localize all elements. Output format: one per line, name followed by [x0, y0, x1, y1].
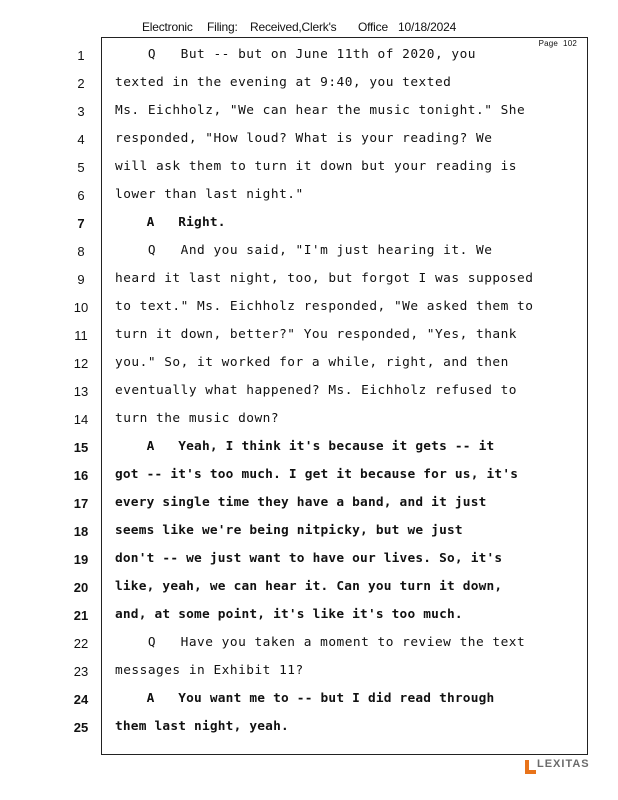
- line-text: Q And you said, "I'm just hearing it. We: [115, 243, 493, 258]
- lexitas-logo-icon: [524, 759, 538, 775]
- transcript-line: [0, 460, 618, 488]
- transcript-line: [0, 292, 618, 320]
- line-number: 25: [73, 720, 89, 735]
- line-text: A You want me to -- but I did read through: [115, 691, 495, 706]
- header-filing: Filing:: [207, 20, 238, 34]
- line-number: 21: [73, 608, 89, 623]
- lexitas-logo: [524, 758, 590, 776]
- header-received: Received,Clerk's: [250, 20, 337, 34]
- line-text: don't -- we just want to have our lives. So, it's: [115, 551, 503, 566]
- line-text: turn it down, better?" You responded, "Yes, thank: [115, 327, 518, 342]
- transcript-line: [0, 124, 618, 152]
- transcript-line: [0, 684, 618, 712]
- transcript-line: [0, 96, 618, 124]
- transcript-line: [0, 432, 618, 460]
- transcript-line: [0, 236, 618, 264]
- line-number: 23: [73, 664, 89, 679]
- line-text: will ask them to turn it down but your reading is: [115, 159, 518, 174]
- line-text: seems like we're being nitpicky, but we just: [115, 523, 463, 538]
- line-number: 20: [73, 580, 89, 595]
- line-text: Q Have you taken a moment to review the text: [115, 635, 526, 650]
- filing-header: [0, 20, 618, 36]
- line-number: 7: [77, 216, 85, 231]
- line-number: 1: [77, 48, 85, 63]
- transcript-line: [0, 348, 618, 376]
- line-text: heard it last night, too, but forgot I was supposed: [115, 271, 534, 286]
- line-text: Q But -- but on June 11th of 2020, you: [115, 47, 476, 62]
- header-electronic: Electronic: [142, 20, 193, 34]
- transcript-line: [0, 712, 618, 740]
- transcript-line: [0, 320, 618, 348]
- transcript-line: [0, 180, 618, 208]
- line-text: Ms. Eichholz, "We can hear the music tonight." She: [115, 103, 526, 118]
- line-text: and, at some point, it's like it's too much.: [115, 607, 463, 622]
- line-number: 12: [73, 356, 89, 371]
- transcript-line: [0, 656, 618, 684]
- transcript-line: [0, 208, 618, 236]
- line-number: 19: [73, 552, 89, 567]
- line-number: 15: [73, 440, 89, 455]
- page-label: Page: [538, 39, 559, 48]
- line-text: texted in the evening at 9:40, you texted: [115, 75, 452, 90]
- line-number: 9: [77, 272, 85, 287]
- line-text: lower than last night.": [115, 187, 304, 202]
- transcript-line: [0, 40, 618, 68]
- line-number: 2: [77, 76, 85, 91]
- transcript-line: [0, 376, 618, 404]
- line-number: 8: [77, 244, 85, 259]
- line-number: 5: [77, 160, 85, 175]
- transcript-line: [0, 264, 618, 292]
- line-number: 10: [73, 300, 89, 315]
- transcript-line: [0, 544, 618, 572]
- transcript-line: [0, 628, 618, 656]
- line-text: A Yeah, I think it's because it gets -- it: [115, 439, 495, 454]
- line-text: A Right.: [115, 215, 226, 230]
- page-number-value: 102: [563, 39, 577, 48]
- line-number: 3: [77, 104, 85, 119]
- header-date: 10/18/2024: [398, 20, 457, 34]
- transcript-line: [0, 572, 618, 600]
- line-text: messages in Exhibit 11?: [115, 663, 304, 678]
- line-number: 16: [73, 468, 89, 483]
- line-number: 14: [73, 412, 89, 427]
- line-text: you." So, it worked for a while, right, and then: [115, 355, 509, 370]
- line-text: got -- it's too much. I get it because for us, it's: [115, 467, 519, 482]
- line-number: 24: [73, 692, 89, 707]
- line-number: 13: [73, 384, 89, 399]
- line-number: 11: [74, 328, 88, 343]
- transcript-line: [0, 600, 618, 628]
- logo-wordmark: LEXITAS: [537, 758, 590, 770]
- line-text: every single time they have a band, and it just: [115, 495, 487, 510]
- line-number: 4: [77, 132, 85, 147]
- transcript-line: [0, 404, 618, 432]
- transcript-line: [0, 488, 618, 516]
- line-text: turn the music down?: [115, 411, 280, 426]
- transcript-line: [0, 516, 618, 544]
- line-number: 18: [73, 524, 89, 539]
- line-number: 17: [73, 496, 89, 511]
- line-text: responded, "How loud? What is your reading? We: [115, 131, 493, 146]
- line-text: like, yeah, we can hear it. Can you turn it down,: [115, 579, 503, 594]
- line-text: them last night, yeah.: [115, 719, 289, 734]
- header-office: Office: [358, 20, 388, 34]
- transcript-line: [0, 68, 618, 96]
- line-number: 22: [73, 636, 89, 651]
- transcript-line: [0, 152, 618, 180]
- line-number: 6: [77, 188, 85, 203]
- line-text: eventually what happened? Ms. Eichholz refused to: [115, 383, 518, 398]
- line-text: to text." Ms. Eichholz responded, "We asked them to: [115, 299, 534, 314]
